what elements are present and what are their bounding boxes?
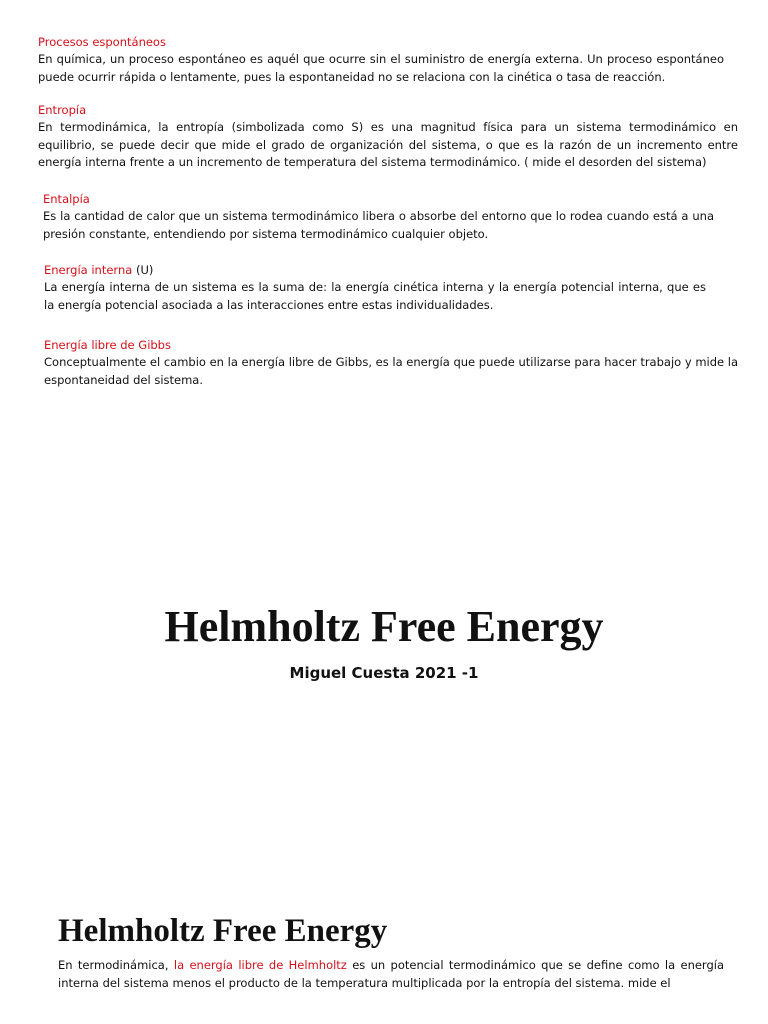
definition-energia-interna	[44, 262, 706, 314]
term-heading	[38, 102, 738, 119]
definition-energia-libre-gibbs	[44, 337, 738, 389]
definition-text: La energía interna de un sistema es la suma de: la energía cinética interna y la energía potencial interna, que es la energía potencial asociada a las interacciones entre estas individualidades.	[44, 280, 706, 312]
term-heading	[44, 337, 738, 354]
definition-text: Es la cantidad de calor que un sistema termodinámico libera o absorbe del entorno que lo rodea cuando está a una presión constante, entendiendo por sistema termodinámico cualquier objeto.	[43, 209, 714, 241]
term-label: Energía libre de Gibbs	[44, 338, 171, 352]
term-symbol: (U)	[132, 263, 154, 277]
definition-text: Conceptualmente el cambio en la energía libre de Gibbs, es la energía que puede utilizarse para hacer trabajo y mide la espontaneidad del sistema.	[44, 355, 738, 387]
intro-highlight: la energía libre de Helmholtz	[173, 958, 347, 972]
section-intro	[58, 957, 724, 992]
intro-text-end: es un potencial termodinámico que se define como la energía interna del sistema menos el producto de la temperatura multiplicada por la entropía del sistema. mide el	[58, 958, 724, 990]
page-cutoff-fade	[0, 1004, 768, 1024]
term-label: Entropía	[38, 103, 87, 117]
section-title: Helmholtz Free Energy	[58, 913, 388, 949]
intro-text-start: En termodinámica,	[58, 958, 174, 972]
term-heading	[43, 191, 714, 208]
definition-text: En química, un proceso espontáneo es aquél que ocurre sin el suministro de energía externa. Un proceso espontáneo puede ocurrir rápida o lentamente, pues la espontaneidad no se relaciona con la cinética o tasa de reacción.	[38, 52, 724, 84]
term-label: Energía interna	[44, 263, 133, 277]
term-label: Procesos espontáneos	[38, 35, 166, 49]
term-heading	[44, 262, 706, 279]
definition-text: En termodinámica, la entropía (simbolizada como S) es una magnitud física para un sistema termodinámico en equilibrio, se puede decir que mide el grado de organización del sistema, o que es la razón de un incremento entre energía interna frente a un incremento de temperatura del sistema termodinámico. ( mide el desorden del sistema)	[38, 120, 738, 170]
term-heading	[38, 34, 724, 51]
definition-procesos-espontaneos	[38, 34, 724, 86]
slide-title: Helmholtz Free Energy	[164, 602, 604, 651]
term-label: Entalpía	[43, 192, 90, 206]
slide-author: Miguel Cuesta 2021 -1	[289, 664, 479, 682]
definition-entropia	[38, 102, 738, 172]
definition-entalpia	[43, 191, 714, 243]
